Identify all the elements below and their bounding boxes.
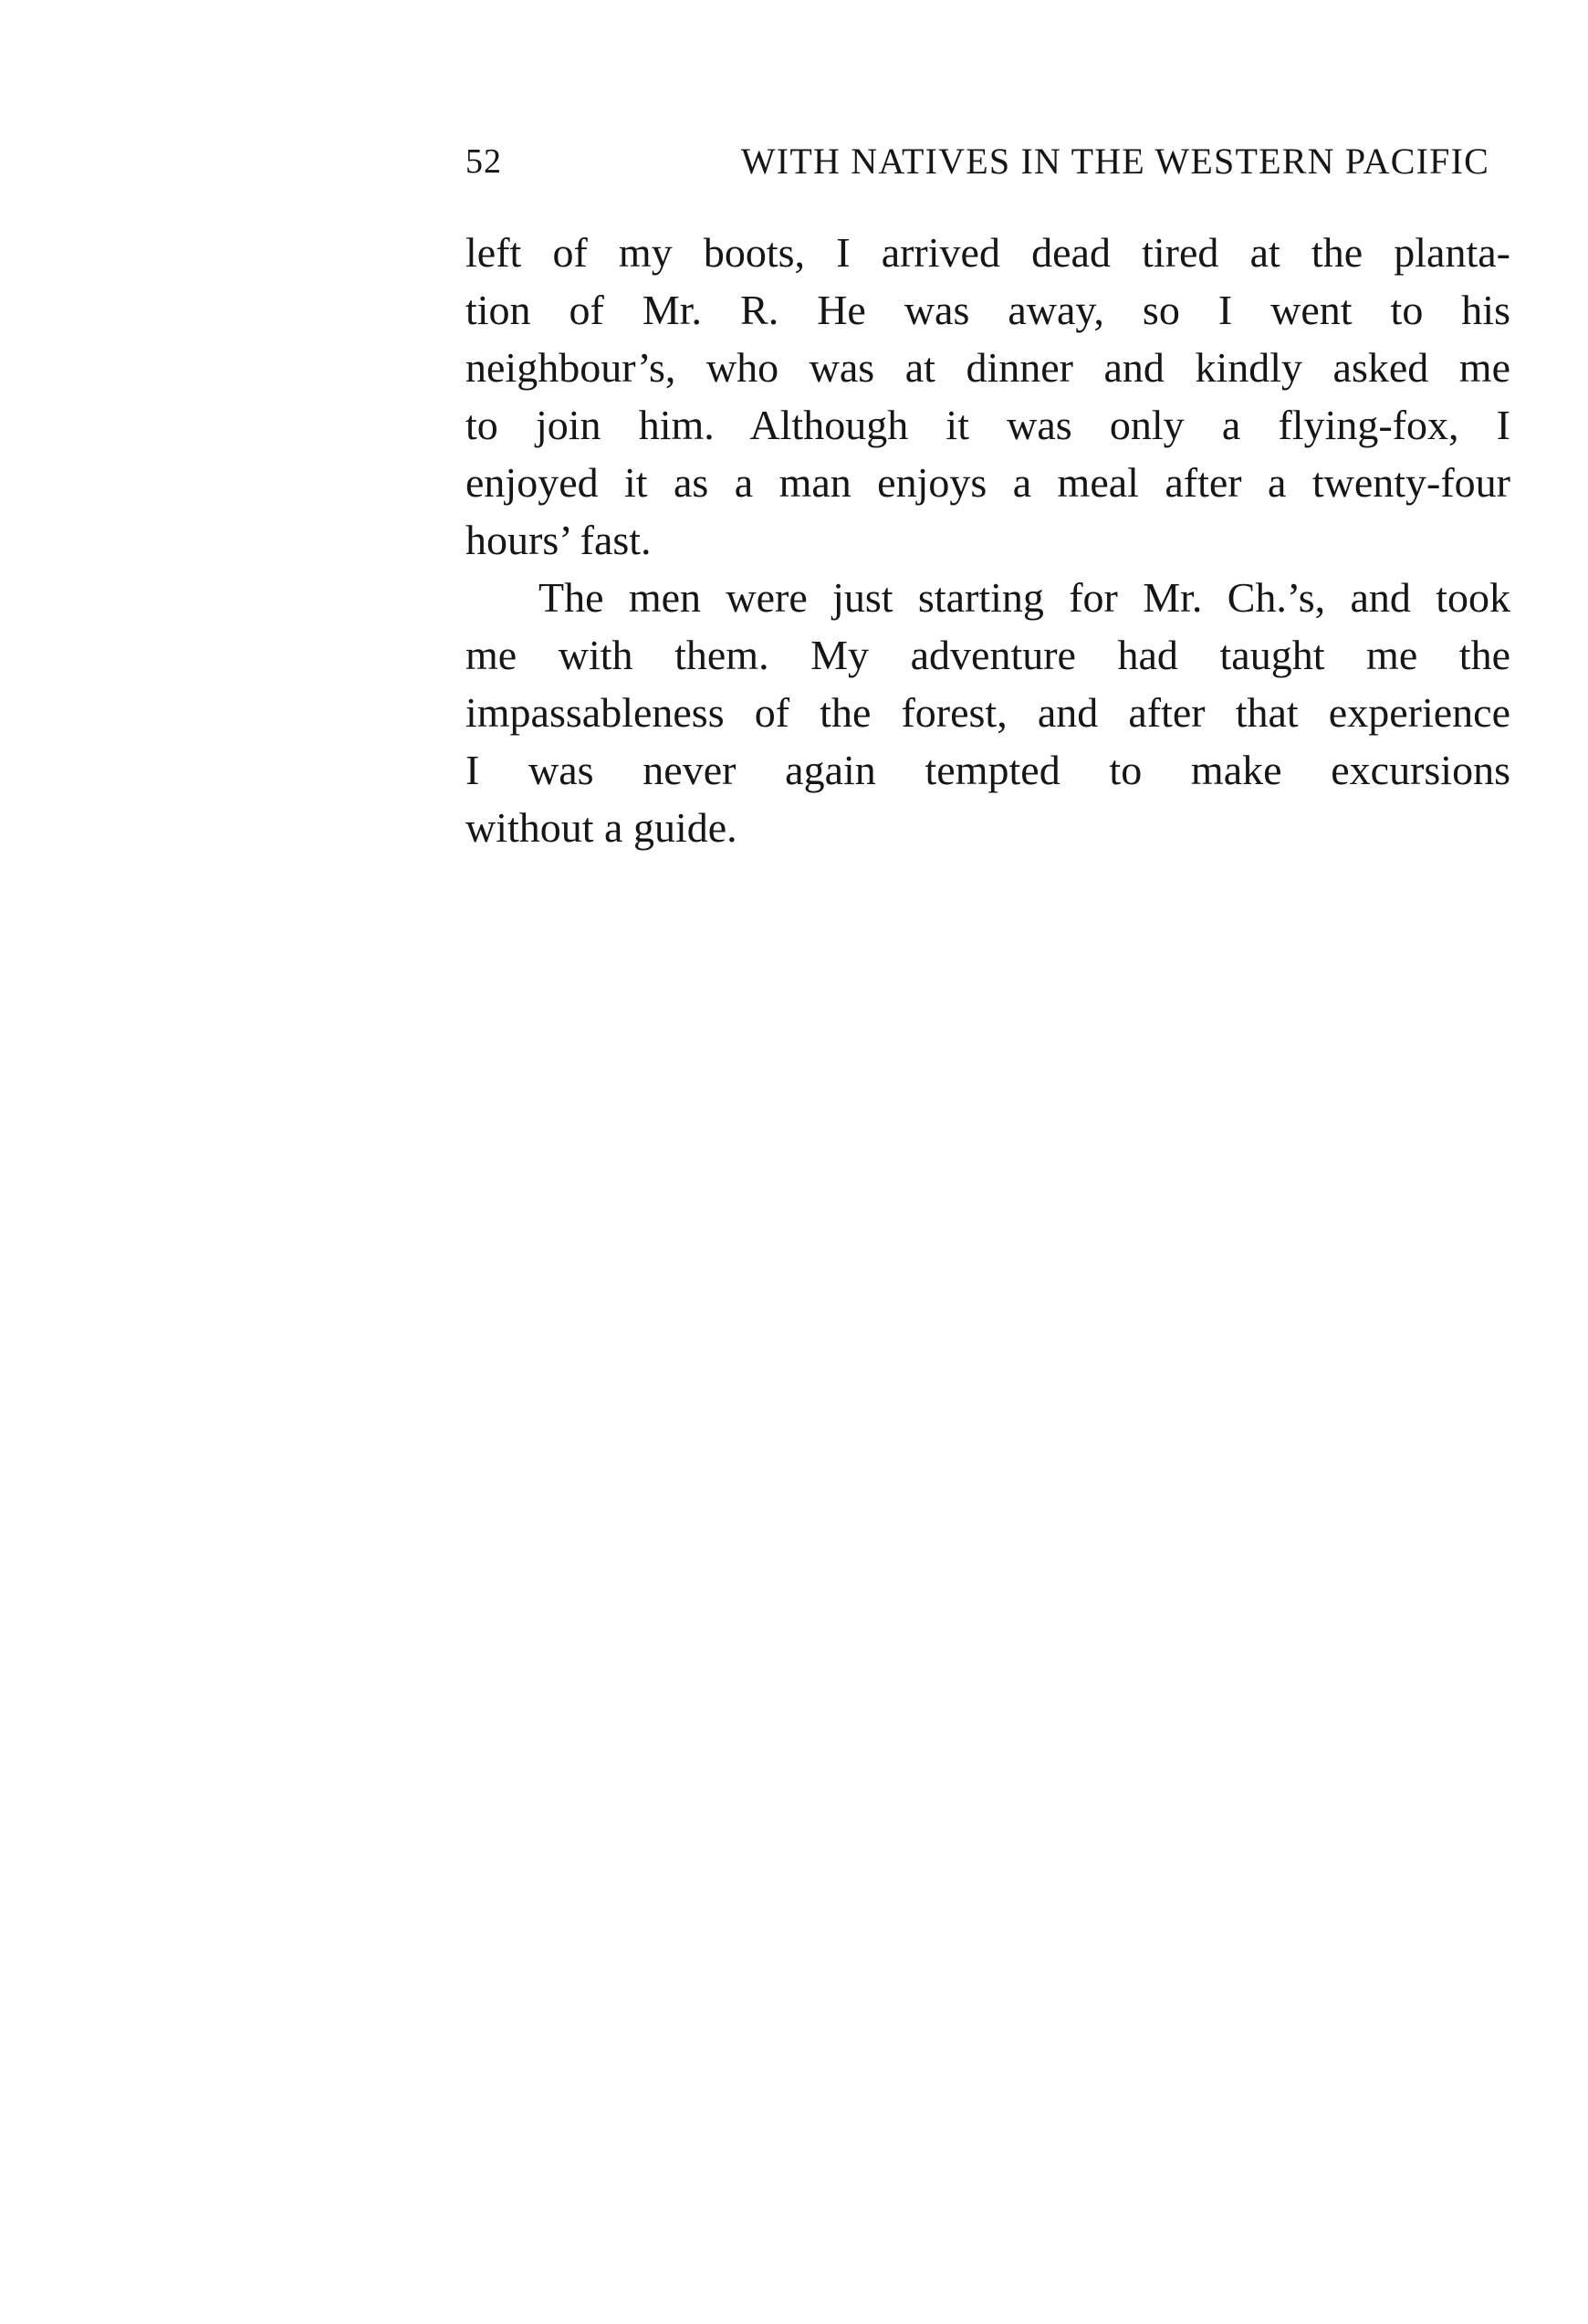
text-line: impassableness of the forest, and after that experience [465, 689, 1510, 736]
running-title: WITH NATIVES IN THE WESTERN PACIFIC [740, 141, 1489, 182]
text-line: The men were just starting for Mr. Ch.’s, and took [538, 574, 1510, 621]
text-line: to join him. Although it was only a flying-fox, I [465, 402, 1510, 448]
text-line: neighbour’s, who was at dinner and kindly asked me [465, 344, 1510, 391]
text-line: tion of Mr. R. He was away, so I went to his [465, 287, 1510, 333]
paragraph-1 [465, 224, 1510, 569]
body-text [465, 224, 1510, 856]
running-head [465, 139, 1489, 184]
page-number: 52 [465, 142, 502, 181]
text-line: I was never again tempted to make excursions [465, 747, 1510, 793]
text-line: left of my boots, I arrived dead tired at the planta- [465, 229, 1510, 276]
text-line: without a guide. [465, 804, 737, 851]
paragraph-2 [465, 569, 1510, 856]
text-line: hours’ fast. [465, 517, 652, 563]
text-line: me with them. My adventure had taught me the [465, 632, 1510, 678]
text-line: enjoyed it as a man enjoys a meal after a twenty-four [465, 459, 1510, 506]
